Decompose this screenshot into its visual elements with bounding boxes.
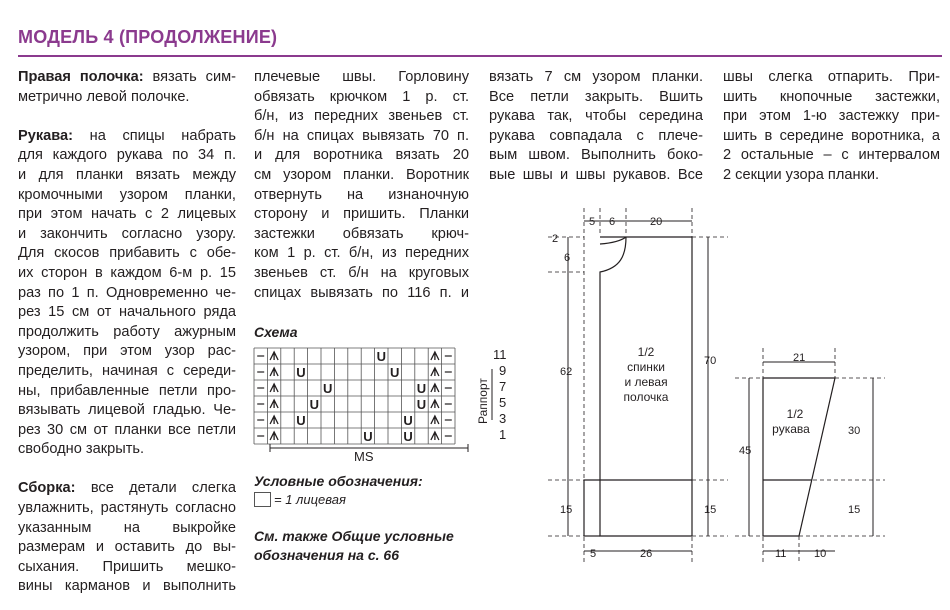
knitting-chart xyxy=(250,340,520,468)
header-divider xyxy=(18,55,942,57)
text-line: при этом 1-ю застежку при- xyxy=(723,108,940,125)
text-line: метрично левой полочке. xyxy=(18,88,190,105)
legend-item-knit xyxy=(254,492,346,507)
dim-label: 20 xyxy=(650,216,663,228)
row-number: 9 xyxy=(499,363,507,378)
text-column-1 xyxy=(18,68,236,597)
text-column-4 xyxy=(723,68,940,186)
decrease-arrow-icon xyxy=(431,368,439,376)
text-column-2 xyxy=(254,68,469,303)
text-line xyxy=(18,127,236,147)
yarn-over-mark: U xyxy=(403,413,413,428)
dim-label: 30 xyxy=(848,425,861,437)
text-line: узором, при этом узор рас- xyxy=(18,343,236,360)
text-line: указанным на выкройке xyxy=(18,519,236,536)
page-title: МОДЕЛЬ 4 (ПРОДОЛЖЕНИЕ) xyxy=(18,27,278,47)
chart-symbols xyxy=(257,349,452,444)
text-line: рукава так, чтобы середина xyxy=(489,108,703,125)
text-line: застежки обвязать крюч- xyxy=(254,225,469,242)
piece-label: спинки xyxy=(627,360,665,374)
text-line: звеньев ст. б/н на круговых xyxy=(254,264,469,281)
text-fragment: на спицы набрать xyxy=(89,127,236,144)
text-line: рез 15 см от начального ряда xyxy=(18,304,236,321)
text-line: свободно закрыть. xyxy=(18,441,145,458)
see-also-line: См. также Общие условные xyxy=(254,528,454,544)
label-assembly: Сборка: xyxy=(18,480,76,497)
text-line: вязать 7 см узором планки. xyxy=(489,69,703,85)
decrease-arrow-icon xyxy=(431,352,439,360)
dim-label: 5 xyxy=(590,548,597,560)
text-line: и для воротника вязать 20 xyxy=(254,147,469,164)
piece-label: 1/2 xyxy=(637,345,655,359)
text-line: сторону и пришить. Планки xyxy=(254,206,469,223)
piece-label: и левая xyxy=(624,375,668,389)
decrease-arrow-icon xyxy=(270,352,278,360)
text-line: сыхания. Пришить мешко- xyxy=(18,558,236,575)
decrease-arrow-icon xyxy=(270,400,278,408)
text-line: шить кнопочные застежки, xyxy=(723,88,940,105)
text-fragment: все детали слегка xyxy=(90,480,236,497)
row-number: 1 xyxy=(499,427,507,442)
text-line: отвернуть на изнаночную xyxy=(254,186,469,203)
paragraph-sleeves xyxy=(18,127,236,460)
yarn-over-mark: U xyxy=(363,429,373,444)
dim-label: 15 xyxy=(704,504,717,516)
text-line: швы слегка отпарить. При- xyxy=(723,69,940,85)
text-line: б/н на спицах вывязать 70 п. xyxy=(254,127,469,144)
row-number: 5 xyxy=(499,395,507,410)
rapport-label: Раппорт xyxy=(476,378,490,424)
yarn-over-mark: U xyxy=(403,429,413,444)
text-line: раз по 1 п. Одновременно че- xyxy=(18,284,236,301)
text-line: см узором планки. Воротник xyxy=(254,166,469,183)
row-numbers xyxy=(493,347,507,442)
dim-label: 6 xyxy=(564,252,571,264)
knit-square-icon xyxy=(254,492,271,507)
text-line: вым швом. Выполнить боко- xyxy=(489,147,703,164)
dimension-guides xyxy=(735,348,885,564)
neck-curve xyxy=(600,237,626,244)
decrease-arrow-icon xyxy=(431,384,439,392)
text-line: при этом начать с 2 лицевых xyxy=(18,206,236,223)
text-line: их сторон в каждом 6-м р. 15 xyxy=(18,264,236,281)
yarn-over-mark: U xyxy=(416,397,427,412)
text-line: вязывать лицевой гладью. Че- xyxy=(18,402,236,419)
dim-label: 15 xyxy=(560,504,573,516)
text-line: шить в середине воротника, а xyxy=(723,127,940,144)
decrease-arrow-icon xyxy=(270,432,278,440)
piece-label: 1/2 xyxy=(786,407,804,421)
dim-label: 26 xyxy=(640,548,653,560)
label-right-front: Правая полочка: xyxy=(18,69,144,85)
text-line: Все петли закрыть. Вшить xyxy=(489,88,703,105)
dim-label: 2 xyxy=(552,233,559,245)
text-line: и для планки вязать между xyxy=(18,166,236,183)
text-fragment: вязать сим- xyxy=(152,69,236,85)
text-line: увлажнить, растянуть согласно xyxy=(18,500,236,517)
decrease-arrow-icon xyxy=(270,384,278,392)
yarn-over-mark: U xyxy=(416,381,427,396)
piece-label: рукава xyxy=(772,422,810,436)
text-line: б/н, из передних звеньев ст. xyxy=(254,108,469,125)
dim-label: 15 xyxy=(848,504,861,516)
dim-label: 70 xyxy=(704,355,717,367)
yarn-over-mark: U xyxy=(309,397,319,412)
sleeve-pattern-diagram xyxy=(735,348,885,564)
dim-label: 45 xyxy=(739,445,752,457)
decrease-arrow-icon xyxy=(270,416,278,424)
text-line xyxy=(18,68,236,88)
label-sleeves: Рукава: xyxy=(18,127,74,144)
text-line: рукава совпадала с плече- xyxy=(489,127,703,144)
text-line: продолжить работу ажурным xyxy=(18,323,236,340)
text-line: вины карманов и выполнить xyxy=(18,578,236,595)
paragraph-right-front xyxy=(18,68,236,107)
body-pattern-diagram xyxy=(548,208,728,564)
sleeve-piece-outline xyxy=(763,378,835,536)
text-line: обвязать крючком 1 р. ст. xyxy=(254,88,469,105)
dim-label: 62 xyxy=(560,366,573,378)
text-line: рез 30 см от планки все петли xyxy=(18,421,236,438)
text-line: и закончить согласно узору. xyxy=(18,225,236,242)
legend-item-label: = 1 лицевая xyxy=(274,492,346,507)
yarn-over-mark: U xyxy=(296,365,306,380)
see-also-line: обозначения на с. 66 xyxy=(254,547,399,563)
row-number: 11 xyxy=(493,347,507,362)
dim-label: 10 xyxy=(814,548,827,560)
dim-label: 11 xyxy=(775,548,787,560)
paragraph-assembly xyxy=(18,479,236,597)
chart-grid xyxy=(254,348,455,444)
decrease-arrow-icon xyxy=(431,400,439,408)
text-line xyxy=(18,479,236,499)
see-also-note xyxy=(254,527,454,565)
dim-label: 21 xyxy=(793,352,806,364)
decrease-arrow-icon xyxy=(431,416,439,424)
ms-label: MS xyxy=(354,449,374,464)
legend-title: Условные обозначения: xyxy=(254,473,423,489)
text-line: ны, прибавленные петли про- xyxy=(18,382,236,399)
text-line: ком 1 р. ст. б/н, из передних xyxy=(254,245,469,262)
yarn-over-mark: U xyxy=(376,349,386,364)
yarn-over-mark: U xyxy=(296,413,306,428)
text-line: для каждого рукава по 34 п. xyxy=(18,147,236,164)
yarn-over-mark: U xyxy=(390,365,400,380)
text-line: кромочными узором планки, xyxy=(18,186,236,203)
decrease-arrow-icon xyxy=(431,432,439,440)
text-line: спицах вывязать по 116 п. и xyxy=(254,284,469,301)
dimension-lines xyxy=(749,362,873,551)
text-line: пределить, начиная с середи- xyxy=(18,362,236,379)
row-number: 7 xyxy=(499,379,507,394)
dim-label: 6 xyxy=(609,216,616,228)
decrease-arrow-icon xyxy=(270,368,278,376)
text-line: 2 остальные – с интервалом xyxy=(723,147,940,164)
dim-label: 5 xyxy=(589,216,596,228)
yarn-over-mark: U xyxy=(323,381,333,396)
text-column-3 xyxy=(489,68,703,186)
text-line: плечевые швы. Горловину xyxy=(254,69,469,85)
text-line: 2 секции узора планки. xyxy=(723,166,880,183)
text-line: вые швы и швы рукавов. Все xyxy=(489,166,703,183)
piece-label: полочка xyxy=(623,390,669,404)
row-number: 3 xyxy=(499,411,507,426)
text-line: размерам и оставить до вы- xyxy=(18,539,236,556)
text-line: Для скосов прибавить с обе- xyxy=(18,245,236,262)
schema-title: Схема xyxy=(254,324,298,340)
